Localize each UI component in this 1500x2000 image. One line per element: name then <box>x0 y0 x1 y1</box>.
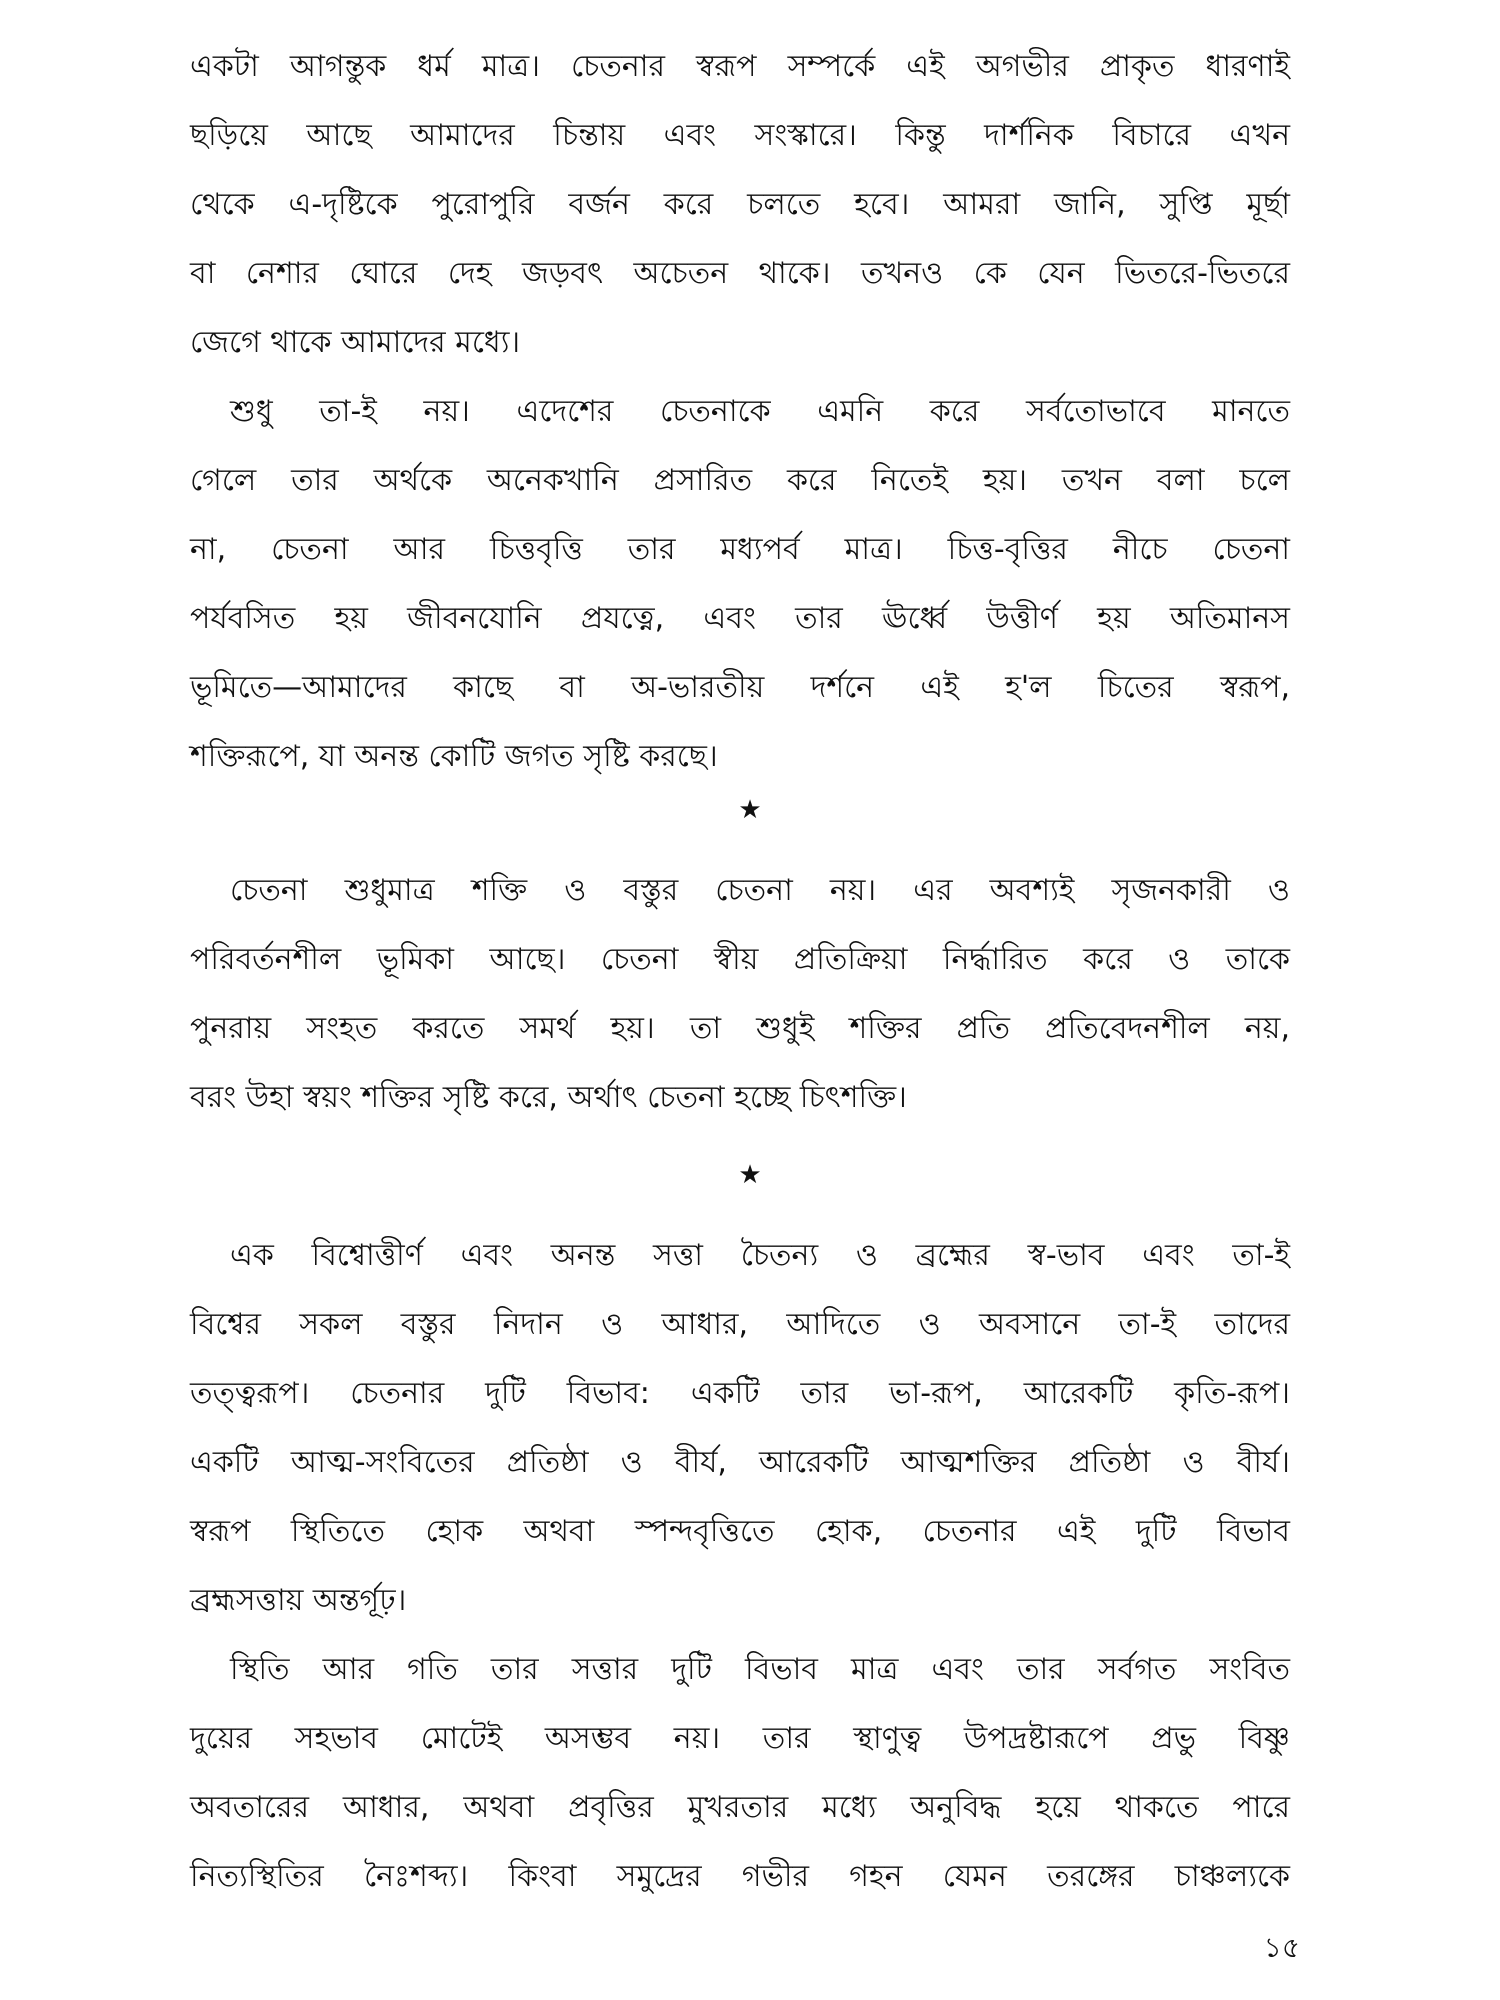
text-line: এক বিশ্বোত্তীর্ণ এবং অনন্ত সত্তা চৈতন্য ও ব্রহ্মের স্ব-ভাব এবং তা-ই <box>230 1238 1290 1273</box>
text-line: ব্রহ্মসত্তায় অন্তর্গূঢ়। <box>190 1583 407 1618</box>
section-1 <box>190 32 1290 791</box>
text-line: বিশ্বের সকল বস্তুর নিদান ও আধার, আদিতে ও অবসানে তা-ই তাদের <box>190 1307 1290 1342</box>
text-line: একটি আত্ম-সংবিতের প্রতিষ্ঠা ও বীর্য, আরেকটি আত্মশক্তির প্রতিষ্ঠা ও বীর্য। <box>190 1445 1290 1480</box>
text-line: ভূমিতে—আমাদের কাছে বা অ-ভারতীয় দর্শনে এই হ'ল চিতের স্বরূপ, <box>190 670 1290 705</box>
text-line: শক্তিরূপে, যা অনন্ত কোটি জগত সৃষ্টি করছে। <box>190 739 718 774</box>
text-line: ছড়িয়ে আছে আমাদের চিন্তায় এবং সংস্কারে। কিন্তু দার্শনিক বিচারে এখন <box>190 118 1290 153</box>
text-line: দুয়ের সহভাব মোটেই অসম্ভব নয়। তার স্থাণুত্ব উপদ্রষ্টারূপে প্রভু বিষ্ণু <box>190 1721 1290 1756</box>
text-line: চেতনা শুধুমাত্র শক্তি ও বস্তুর চেতনা নয়। এর অবশ্যই সৃজনকারী ও <box>230 873 1290 908</box>
text-line: একটা আগন্তুক ধর্ম মাত্র। চেতনার স্বরূপ সম্পর্কে এই অগভীর প্রাকৃত ধারণাই <box>190 49 1290 84</box>
text-line: স্বরূপ স্থিতিতে হোক অথবা স্পন্দবৃত্তিতে হোক, চেতনার এই দুটি বিভাব <box>190 1514 1290 1549</box>
text-line: নিত্যস্থিতির নৈঃশব্দ্য। কিংবা সমুদ্রের গভীর গহন যেমন তরঙ্গের চাঞ্চল্যকে <box>190 1859 1290 1894</box>
text-line: অবতারের আধার, অথবা প্রবৃত্তির মুখরতার মধ্যে অনুবিদ্ধ হয়ে থাকতে পারে <box>190 1790 1290 1825</box>
text-line: পুনরায় সংহত করতে সমর্থ হয়। তা শুধুই শক্তির প্রতি প্রতিবেদনশীল নয়, <box>190 1011 1290 1046</box>
section-separator-star: ★ <box>738 795 762 825</box>
text-line: বা নেশার ঘোরে দেহ জড়বৎ অচেতন থাকে। তখনও কে যেন ভিতরে-ভিতরে <box>190 256 1290 291</box>
text-line: স্থিতি আর গতি তার সত্তার দুটি বিভাব মাত্র এবং তার সর্বগত সংবিত <box>230 1652 1290 1687</box>
text-line: জেগে থাকে আমাদের মধ্যে। <box>190 325 521 360</box>
text-line: পর্যবসিত হয় জীবনযোনি প্রযত্নে, এবং তার ঊর্ধ্বে উত্তীর্ণ হয় অতিমানস <box>190 601 1290 636</box>
text-line: থেকে এ-দৃষ্টিকে পুরোপুরি বর্জন করে চলতে হবে। আমরা জানি, সুপ্তি মূর্ছা <box>190 187 1290 222</box>
section-separator-star: ★ <box>738 1160 762 1190</box>
text-line: তত্ত্বরূপ। চেতনার দুটি বিভাব: একটি তার ভা-রূপ, আরেকটি কৃতি-রূপ। <box>190 1376 1290 1411</box>
text-line: না, চেতনা আর চিত্তবৃত্তি তার মধ্যপর্ব মাত্র। চিত্ত-বৃত্তির নীচে চেতনা <box>190 532 1290 567</box>
text-line: গেলে তার অর্থকে অনেকখানি প্রসারিত করে নিতেই হয়। তখন বলা চলে <box>190 463 1290 498</box>
text-line: শুধু তা-ই নয়। এদেশের চেতনাকে এমনি করে সর্বতোভাবে মানতে <box>230 394 1290 429</box>
text-line: পরিবর্তনশীল ভূমিকা আছে। চেতনা স্বীয় প্রতিক্রিয়া নির্দ্ধারিত করে ও তাকে <box>190 942 1290 977</box>
section-2 <box>190 856 1290 1132</box>
page-number: ১৫ <box>1263 1931 1300 1964</box>
text-line: বরং উহা স্বয়ং শক্তির সৃষ্টি করে, অর্থাৎ চেতনা হচ্ছে চিৎশক্তি। <box>190 1080 907 1115</box>
section-3 <box>190 1221 1290 1911</box>
